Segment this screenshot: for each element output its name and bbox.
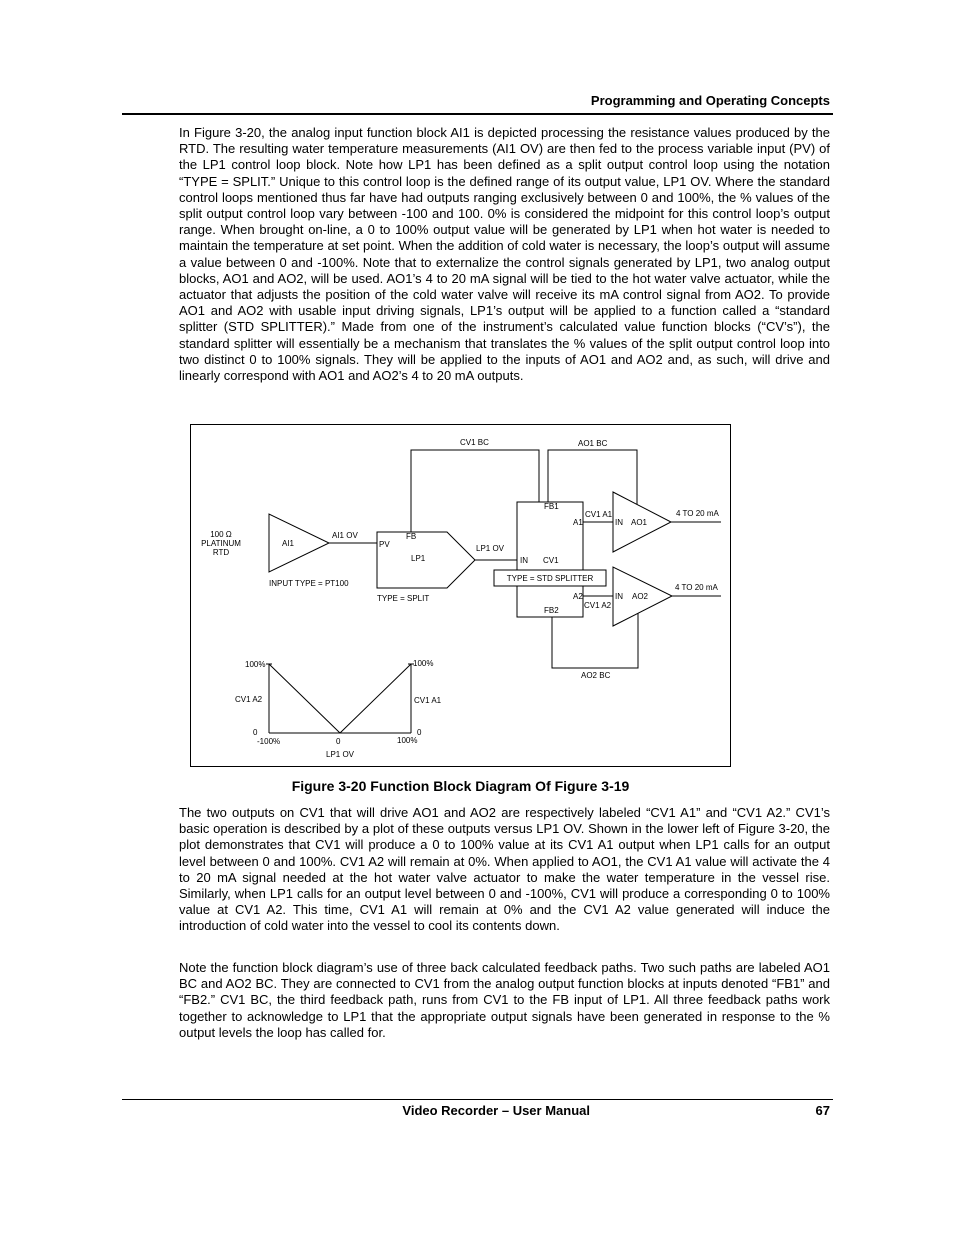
type-split-label: TYPE = SPLIT	[377, 594, 430, 603]
fb-label: FB	[406, 532, 417, 541]
ai1-ov-label: AI1 OV	[332, 531, 358, 540]
rtd-label-line2: PLATINUM	[201, 539, 241, 548]
fb2-label: FB2	[544, 606, 559, 615]
ao2-in-label: IN	[615, 592, 623, 601]
paragraph-feedback-paths: Note the function block diagram’s use of three back calculated feedback paths. Two such paths are labeled AO1 BC and AO2 BC. They are connected to CV1 from the analog output function blocks at inputs denoted “FB1” and “FB2.” CV1 BC, the third feedback path, runs from CV1 to the FB input of LP1. All three feedback paths work together to acknowledge to LP1 that the appropriate output signals have been generated in response to the % output levels the loop has called for.	[179, 960, 830, 1040]
cv1-bc-label: CV1 BC	[460, 438, 489, 447]
lp1-label: LP1	[411, 554, 426, 563]
plot-x-max-label: 100%	[397, 736, 418, 745]
type-std-splitter-label: TYPE = STD SPLITTER	[506, 574, 594, 583]
cv1-in-label: IN	[520, 556, 528, 565]
ai1-label: AI1	[282, 539, 295, 548]
lp1-block	[377, 532, 475, 588]
cv1-a1-label: CV1 A1	[585, 510, 613, 519]
ai1-block	[269, 514, 329, 572]
ao1-in-label: IN	[615, 518, 623, 527]
footer-rule	[122, 1099, 833, 1100]
figure-caption: Figure 3-20 Function Block Diagram Of Figure 3-19	[291, 778, 630, 794]
function-block-diagram	[190, 424, 731, 767]
plot-right-zero-label: 0	[417, 728, 422, 737]
plot-left-100-label: 100%	[245, 660, 266, 669]
rtd-label-line1: 100 Ω	[210, 530, 232, 539]
page-header-title: Programming and Operating Concepts	[590, 93, 830, 108]
page-number: 67	[815, 1103, 830, 1118]
cv1-label: CV1	[543, 556, 559, 565]
ao2-bc-label: AO2 BC	[581, 671, 611, 680]
cv1-a1-curve	[340, 664, 411, 733]
cv1-a2-curve	[269, 664, 340, 733]
footer-title: Video Recorder – User Manual	[402, 1103, 590, 1118]
plot-x-min-label: -100%	[257, 737, 281, 746]
ao1-output-label: 4 TO 20 mA	[676, 509, 719, 518]
ao2-label: AO2	[632, 592, 649, 601]
pv-label: PV	[379, 540, 390, 549]
paragraph-cv1-outputs: The two outputs on CV1 that will drive AO1 and AO2 are respectively labeled “CV1 A1” and “CV1 A2.” CV1’s basic operation is described by a plot of these outputs versus LP1 OV. Shown in the lower left of Figure 3-20, the plot demonstrates that CV1 will produce a 0 to 100% value at its CV1 A1 output when LP1 calls for an output level between 0 and 100%. CV1 A2 will remain at 0%. When applied to AO1, the CV1 A1 value will activate the 4 to 20 mA signal needed at the hot water valve actuator to make the water temperature in the vessel rise. Similarly, when LP1 calls for an output level between 0 and -100%, CV1 will produce a corresponding 0 to 100% value at CV1 A2. This time, CV1 A1 will remain at 0% and the CV1 A2 value generated will induce the introduction of cold water into the vessel to cool its contents down.	[179, 805, 830, 934]
rtd-label-line3: RTD	[212, 548, 230, 557]
header-rule	[122, 113, 833, 115]
plot-right-100-label: 100%	[413, 659, 434, 668]
plot-left-series-label: CV1 A2	[235, 695, 263, 704]
a1-label: A1	[573, 518, 583, 527]
lp1-ov-label: LP1 OV	[476, 544, 505, 553]
cv1-a2-label: CV1 A2	[584, 601, 612, 610]
paragraph-intro: In Figure 3-20, the analog input function block AI1 is depicted processing the resistance values produced by the RTD. The resulting water temperature measurements (AI1 OV) are then fed to the process variable input (PV) of the LP1 control loop block. Note how LP1 has been defined as a split output control loop using the notation “TYPE = SPLIT.” Unique to this control loop is the defined range of its output value, LP1 OV. Where the standard control loops mentioned thus far have had outputs ranging exclusively between 0 and 100%, the % values of the split output control loop vary between -100 and 100. 0% is considered the midpoint for this control loop’s output range. When brought on-line, a 0 to 100% output value will be generated by LP1 when hot water is needed to maintain the temperature at set point. When the addition of cold water is necessary, the loop’s output will assume a value between 0 and -100%. Note that to externalize the control signals generated by LP1, two analog output blocks, AO1 and AO2, will be used. AO1’s 4 to 20 mA signal will be tied to the hot water valve actuator, while the actuator that adjusts the position of the cold water valve will receive its mA control signal from AO2. To provide AO1 and AO2 with usable input driving signals, LP1’s output will be applied to a function called a “standard splitter (STD SPLITTER).” Made from one of the instrument’s calculated value function blocks (“CV’s”), the standard splitter will essentially be a mechanism that translates the % values of the split output control loop into two distinct 0 to 100% signals. They will be applied to the inputs of AO1 and AO2 and, as such, will drive and linearly correspond with AO1 and AO2’s 4 to 20 mA outputs.	[179, 125, 830, 384]
diagram-canvas	[191, 425, 732, 768]
input-type-label: INPUT TYPE = PT100	[269, 579, 349, 588]
plot-right-series-label: CV1 A1	[414, 696, 442, 705]
plot-left-zero-label: 0	[253, 728, 258, 737]
a2-label: A2	[573, 592, 583, 601]
ao1-label: AO1	[631, 518, 648, 527]
fb1-label: FB1	[544, 502, 559, 511]
plot-x-axis-label: LP1 OV	[326, 750, 355, 759]
plot-x-mid-label: 0	[336, 737, 341, 746]
ao1-bc-label: AO1 BC	[578, 439, 608, 448]
ao2-output-label: 4 TO 20 mA	[675, 583, 718, 592]
